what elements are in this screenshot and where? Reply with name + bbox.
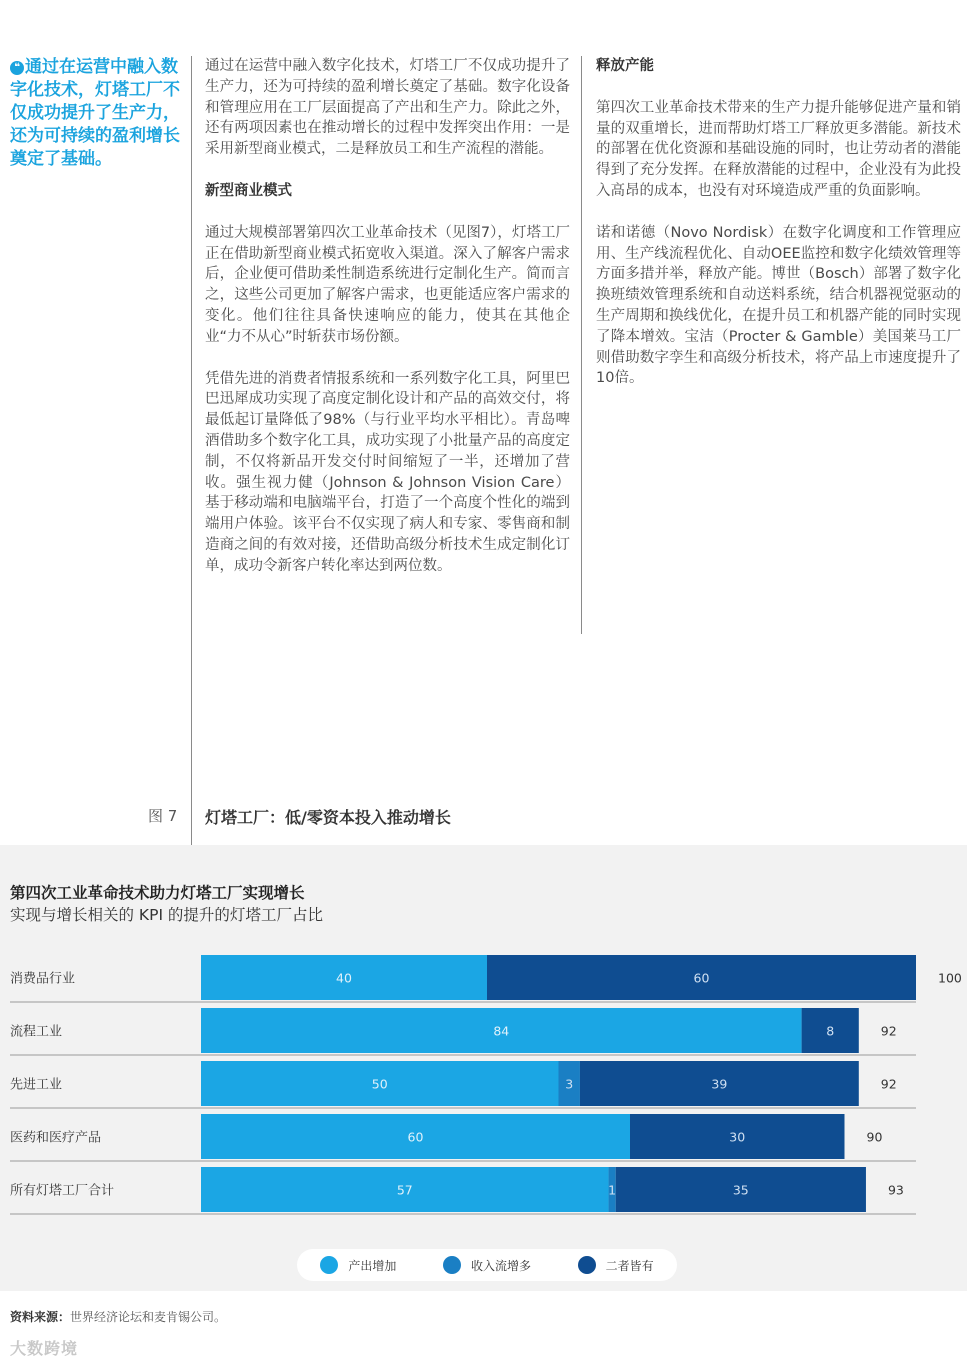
source-label: 资料来源： xyxy=(10,1310,71,1324)
source-note xyxy=(10,1308,226,1325)
pull-quote xyxy=(10,56,182,171)
legend-swatch-revenue xyxy=(443,1256,461,1274)
bar-total-label: 93 xyxy=(887,1182,904,1198)
bar-value-label: 39 xyxy=(711,1076,728,1092)
capacity-paragraph-1: 第四次工业革命技术带来的生产力提升能够促进产量和销量的双重增长，进而帮助灯塔工厂释放更多潜能。新技术的部署在优化资源和基础设施的同时，也让劳动者的潜能得到了充分发挥。在释放潜能的过程中，企业没有为此投入高昂的成本，也没有对环境造成严重的负面影响。 xyxy=(596,99,961,199)
figure-label: 图 7 xyxy=(148,807,178,825)
pull-quote-text: 通过在运营中融入数字化技术，灯塔工厂不仅成功提升了生产力，还为可持续的盈利增长奠定了基础。 xyxy=(10,57,180,169)
intro-paragraph: 通过在运营中融入数字化技术，灯塔工厂不仅成功提升了生产力，还为可持续的盈利增长奠定了基础。数字化设备和管理应用在工厂层面提高了产出和生产力。除此之外，还有两项因素也在推动增长的过程中发挥突出作用：一是采用新型商业模式，二是释放员工和生产流程的潜能。 xyxy=(205,58,570,158)
chart-title: 第四次工业革命技术助力灯塔工厂实现增长 xyxy=(10,884,305,902)
bar-value-label: 57 xyxy=(396,1182,413,1198)
body-column-right xyxy=(596,56,961,410)
figure-title: 灯塔工厂：低/零资本投入推动增长 xyxy=(205,808,451,827)
legend-swatch-both xyxy=(578,1256,596,1274)
chart-panel xyxy=(0,845,967,1291)
bar-total-label: 92 xyxy=(880,1023,897,1039)
stacked-bar-chart xyxy=(0,845,967,1245)
legend-item-both xyxy=(578,1256,654,1274)
bar-value-label: 35 xyxy=(732,1182,749,1198)
bar-value-label: 30 xyxy=(729,1129,746,1145)
source-text: 世界经济论坛和麦肯锡公司。 xyxy=(70,1310,227,1324)
column-divider-left xyxy=(191,56,192,851)
legend-label-output: 产出增加 xyxy=(348,1258,397,1273)
bar-total-label: 90 xyxy=(866,1129,883,1145)
bar-total-label: 92 xyxy=(880,1076,897,1092)
category-label: 消费品行业 xyxy=(10,971,76,987)
bar-total-label: 100 xyxy=(938,970,962,986)
category-label: 所有灯塔工厂合计 xyxy=(10,1183,115,1199)
category-label: 流程工业 xyxy=(10,1024,63,1040)
business-model-paragraph-1: 通过大规模部署第四次工业革命技术（见图7），灯塔工厂正在借助新型商业模式拓宽收入渠道。深入了解客户需求后，企业便可借助柔性制造系统进行定制化生产。简而言之，这些公司更加了解客户需求，也更能适应客户需求的变化。他们往往具备快速响应的能力，使其在其他企业“力不从心”时斩获市场份额。 xyxy=(205,224,570,345)
legend-label-revenue: 收入流增多 xyxy=(470,1258,531,1273)
category-label: 先进工业 xyxy=(10,1077,63,1093)
bar-value-label: 3 xyxy=(565,1076,574,1092)
legend-item-revenue xyxy=(443,1256,531,1274)
legend-swatch-output xyxy=(320,1256,338,1274)
bar-value-label: 1 xyxy=(608,1182,617,1198)
legend-item-output xyxy=(320,1256,396,1274)
bar-value-label: 84 xyxy=(493,1023,510,1039)
business-model-paragraph-2: 凭借先进的消费者情报系统和一系列数字化工具，阿里巴巴迅犀成功实现了高度定制化设计和产品的高效交付，将最低起订量降低了98%（与行业平均水平相比）。青岛啤酒借助多个数字化工具，成功实现了小批量产品的高度定制，不仅将新品开发交付时间缩短了一半，还增加了营收。强生视力健（Johnson & Johnson Vision Care）基于移动端和电脑端平台，打造了一个高度个性化的端到端用户体验。该平台不仅实现了病人和专家、零售商和制造商之间的有效对接，还借助高级分析技术生成定制化订单，成功令新客户转化率达到两位数。 xyxy=(205,370,570,574)
bar-value-label: 60 xyxy=(693,970,710,986)
chart-legend xyxy=(297,1249,677,1281)
quote-icon: ❝ xyxy=(10,61,24,75)
bar-value-label: 8 xyxy=(826,1023,835,1039)
section-heading-business-model: 新型商业模式 xyxy=(205,182,292,199)
capacity-paragraph-2: 诺和诺德（Novo Nordisk）在数字化调度和工作管理应用、生产线流程优化、自动OEE监控和数字化绩效管理等方面多措并举，释放产能。博世（Bosch）部署了数字化换班绩效管理系统和自动送料系统，结合机器视觉驱动的生产周期和换线优化，在提升员工和机器产能的同时实现了降本增效。宝洁（Procter & Gamble）美国莱马工厂则借助数字孪生和高级分析技术，将产品上市速度提升了10倍。 xyxy=(596,224,961,387)
chart-subtitle: 实现与增长相关的 KPI 的提升的灯塔工厂占比 xyxy=(10,906,323,924)
watermark: 大数跨境 xyxy=(10,1339,79,1358)
bar-value-label: 50 xyxy=(371,1076,388,1092)
body-column-middle xyxy=(205,56,570,598)
category-label: 医药和医疗产品 xyxy=(10,1130,102,1146)
column-divider-right xyxy=(581,56,582,634)
legend-label-both: 二者皆有 xyxy=(605,1258,654,1273)
section-heading-capacity: 释放产能 xyxy=(596,58,654,74)
bar-value-label: 60 xyxy=(407,1129,424,1145)
bar-value-label: 40 xyxy=(336,970,352,986)
